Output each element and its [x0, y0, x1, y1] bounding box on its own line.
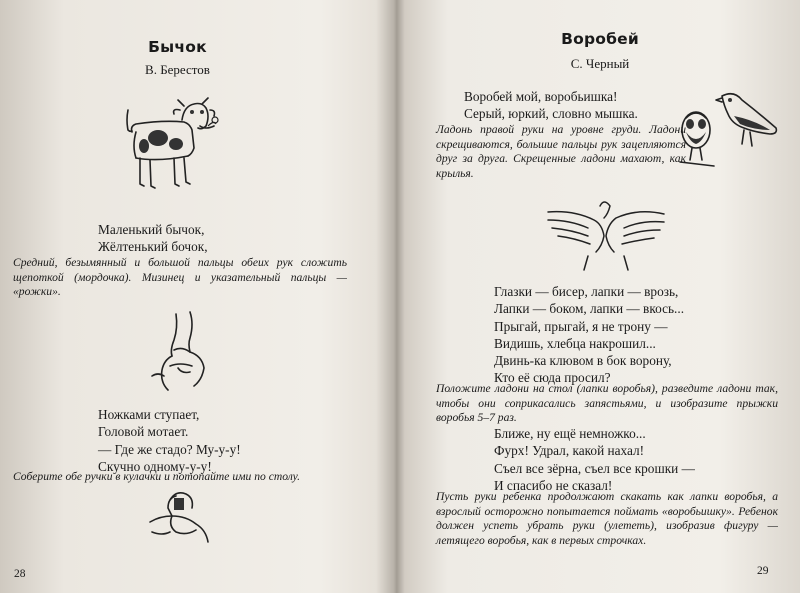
left-author: В. Берестов	[145, 62, 210, 77]
sparrows-illustration	[674, 88, 784, 178]
verse-line: Двинь-ка клювом в бок ворону,	[494, 353, 672, 369]
left-page-number: 28	[14, 568, 26, 580]
left-verse-1	[98, 221, 348, 256]
fist-illustration	[146, 486, 216, 548]
verse-line: Жёлтенький бочок,	[98, 239, 208, 255]
left-title: Бычок	[148, 38, 207, 56]
right-verse-1	[464, 88, 694, 123]
verse-line: Глазки — бисер, лапки — врозь,	[494, 284, 679, 299]
right-instruction-1: Ладонь правой руки на уровне груди. Ладони скрещиваются, большие пальцы рук зацепляются друг за друга. Скрещенные ладони махают, как крылья.	[436, 123, 686, 180]
right-title: Воробей	[561, 30, 639, 48]
calf-illustration	[118, 96, 218, 200]
verse-line: Серый, юркий, словно мышка.	[464, 106, 638, 122]
crossed-hands-illustration	[544, 196, 668, 272]
verse-line: И спасибо не сказал!	[494, 477, 613, 493]
right-verse-2	[494, 283, 754, 387]
verse-line: Скучно одному-у-у!	[98, 458, 212, 474]
right-author: С. Черный	[570, 56, 630, 71]
verse-line: Головой мотает.	[98, 424, 189, 440]
verse-line: Кто её сюда просил?	[494, 370, 611, 386]
verse-line: Прыгай, прыгай, я не трону —	[494, 318, 668, 334]
left-verse-2	[98, 406, 358, 475]
verse-line: — Где же стадо? Му-у-у!	[98, 441, 241, 457]
hand-horns-illustration	[148, 310, 214, 396]
verse-line: Съел все зёрна, съел все крошки —	[494, 460, 695, 476]
verse-line: Фурх! Удрал, какой нахал!	[494, 443, 645, 459]
left-instruction-2: Соберите обе ручки в кулачки и потопайте ими по столу.	[13, 470, 300, 483]
verse-line: Воробей мой, воробьишка!	[464, 89, 618, 104]
right-page	[400, 0, 800, 593]
right-instruction-2: Положите ладони на стол (лапки воробья), разведите ладони так, чтобы они соприкасались запястьями, и изобразите прыжки воробья 5–7 раз.	[436, 382, 778, 425]
right-page-number: 29	[757, 565, 769, 577]
right-instruction-3: Пусть руки ребенка продолжают скакать как лапки воробья, а взрослый осторожно попытается поймать «воробьишку». Ребенок должен успеть убрать руки (улететь), изобразив фигуру — летящего воробья, как в первых строчках.	[436, 490, 778, 547]
left-instruction-1: Средний, безымянный и большой пальцы обеих рук сложить щепоткой (мордочка). Мизинец и указательный пальцы — «рожки».	[13, 256, 347, 299]
verse-line: Лапки — боком, лапки — вкось...	[494, 301, 685, 317]
left-page	[0, 0, 392, 593]
verse-line: Видишь, хлебца накрошил...	[494, 335, 656, 351]
verse-line: Ножками ступает,	[98, 407, 200, 422]
verse-line: Маленький бычок,	[98, 222, 205, 237]
right-verse-3	[494, 425, 754, 494]
verse-line: Ближе, ну ещё немножко...	[494, 426, 646, 441]
